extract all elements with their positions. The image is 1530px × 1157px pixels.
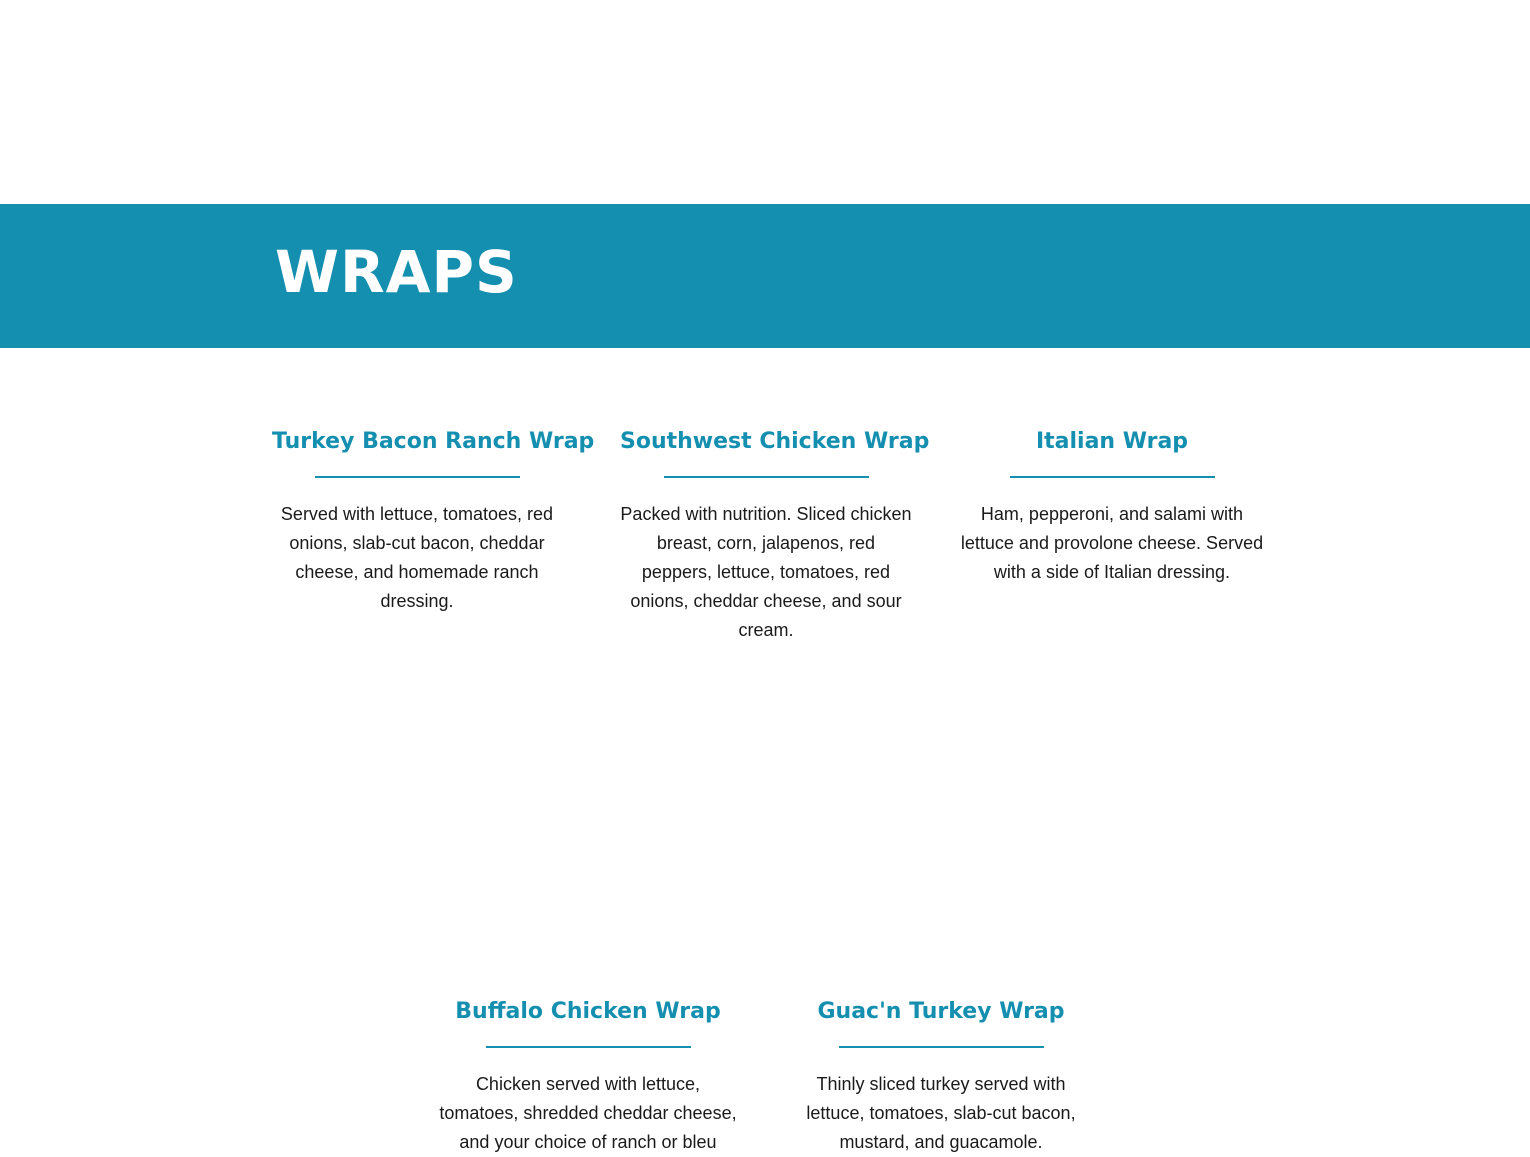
title-divider [1010,476,1215,478]
title-divider [486,1046,691,1048]
title-divider [315,476,520,478]
title-divider [664,476,869,478]
section-title: WRAPS [275,238,518,306]
menu-item-guacn-turkey-wrap [800,998,1082,1157]
menu-item-italian-wrap [958,428,1266,587]
menu-item-description: Thinly sliced turkey served with lettuce, tomatoes, slab-cut bacon, mustard, and guacamole. [806,1074,1076,1152]
menu-item-southwest-chicken-wrap [620,428,930,645]
menu-item-description: Ham, pepperoni, and salami with lettuce and provolone cheese. Served with a side of Italian dressing. [960,504,1264,582]
title-divider [839,1046,1044,1048]
menu-item-description: Chicken served with lettuce, tomatoes, shredded cheddar cheese, and your choice of ranch or bleu [439,1074,737,1152]
section-banner [0,204,1530,348]
menu-item-buffalo-chicken-wrap [435,998,741,1157]
menu-item-title: Guac'n Turkey Wrap [817,999,1065,1024]
menu-item-title: Buffalo Chicken Wrap [455,999,721,1024]
menu-item-description: Served with lettuce, tomatoes, red onions, slab-cut bacon, cheddar cheese, and homemade ranch dressing. [280,504,554,611]
menu-item-turkey-bacon-ranch-wrap [272,428,595,616]
menu-item-title: Turkey Bacon Ranch Wrap [272,429,595,454]
menu-item-description: Packed with nutrition. Sliced chicken breast, corn, jalapenos, red peppers, lettuce, tomatoes, red onions, cheddar cheese, and sour cream. [620,504,912,640]
menu-item-title: Southwest Chicken Wrap [620,429,930,454]
menu-item-title: Italian Wrap [1035,429,1189,454]
